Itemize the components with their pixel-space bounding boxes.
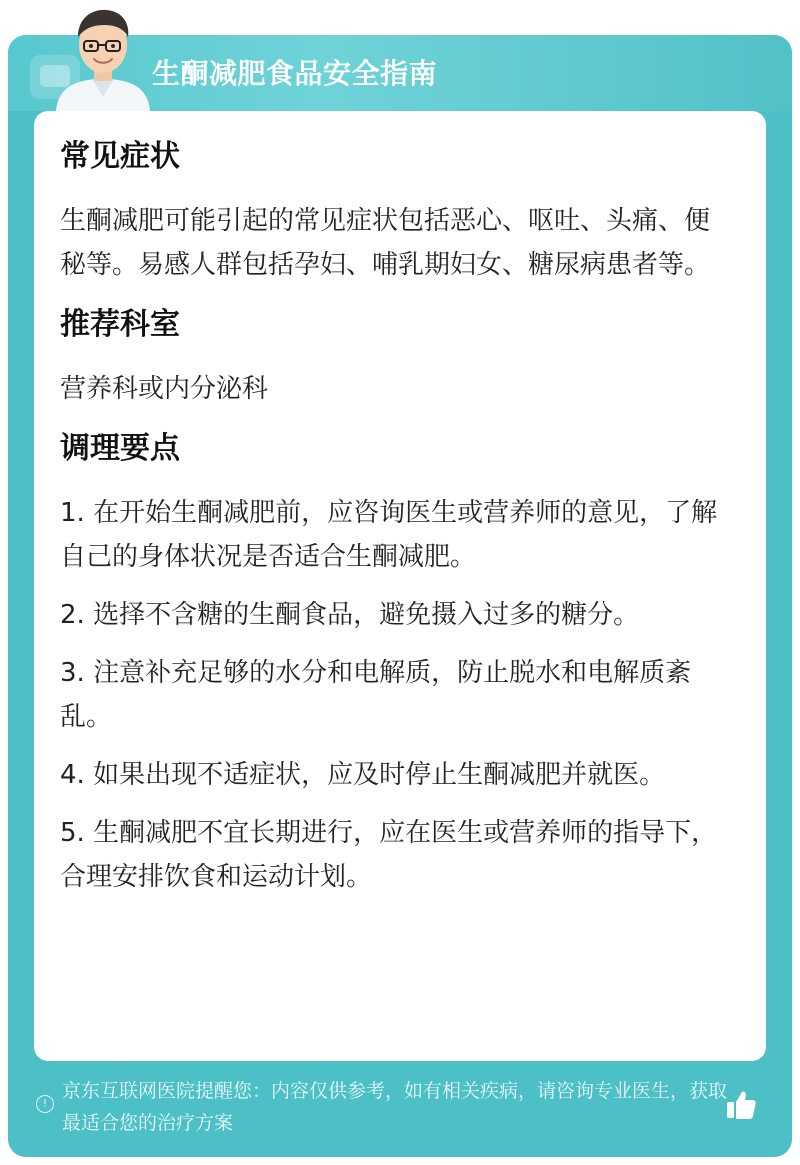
thumbs-up-icon[interactable] <box>724 1088 758 1122</box>
section-title-tips: 调理要点 <box>60 431 180 466</box>
department-text: 营养科或内分泌科 <box>60 374 269 404</box>
disclaimer-text: 京东互联网医院提醒您：内容仅供参考，如有相关疾病，请咨询专业医生，获取最适合您的治疗方案 <box>62 1080 728 1134</box>
info-icon: ! <box>36 1095 54 1113</box>
tip-item: 3. 注意补充足够的水分和电解质，防止脱水和电解质紊乱。 <box>60 658 692 732</box>
content-card <box>34 111 766 1061</box>
section-title-department: 推荐科室 <box>60 307 180 342</box>
content-body <box>60 133 730 913</box>
tip-item: 5. 生酮减肥不宜长期进行，应在医生或营养师的指导下，合理安排饮食和运动计划。 <box>60 818 718 892</box>
guide-frame <box>8 35 792 1157</box>
tip-item: 1. 在开始生酮减肥前，应咨询医生或营养师的意见，了解自己的身体状况是否适合生酮减肥。 <box>60 498 718 572</box>
section-title-symptoms: 常见症状 <box>60 139 180 174</box>
tip-item: 2. 选择不含糖的生酮食品，避免摄入过多的糖分。 <box>60 600 640 630</box>
doctor-avatar <box>48 7 158 111</box>
tip-item: 4. 如果出现不适症状，应及时停止生酮减肥并就医。 <box>60 760 666 790</box>
symptoms-text: 生酮减肥可能引起的常见症状包括恶心、呕吐、头痛、便秘等。易感人群包括孕妇、哺乳期妇女、糖尿病患者等。 <box>60 206 711 280</box>
page-title: 生酮减肥食品安全指南 <box>152 57 438 90</box>
